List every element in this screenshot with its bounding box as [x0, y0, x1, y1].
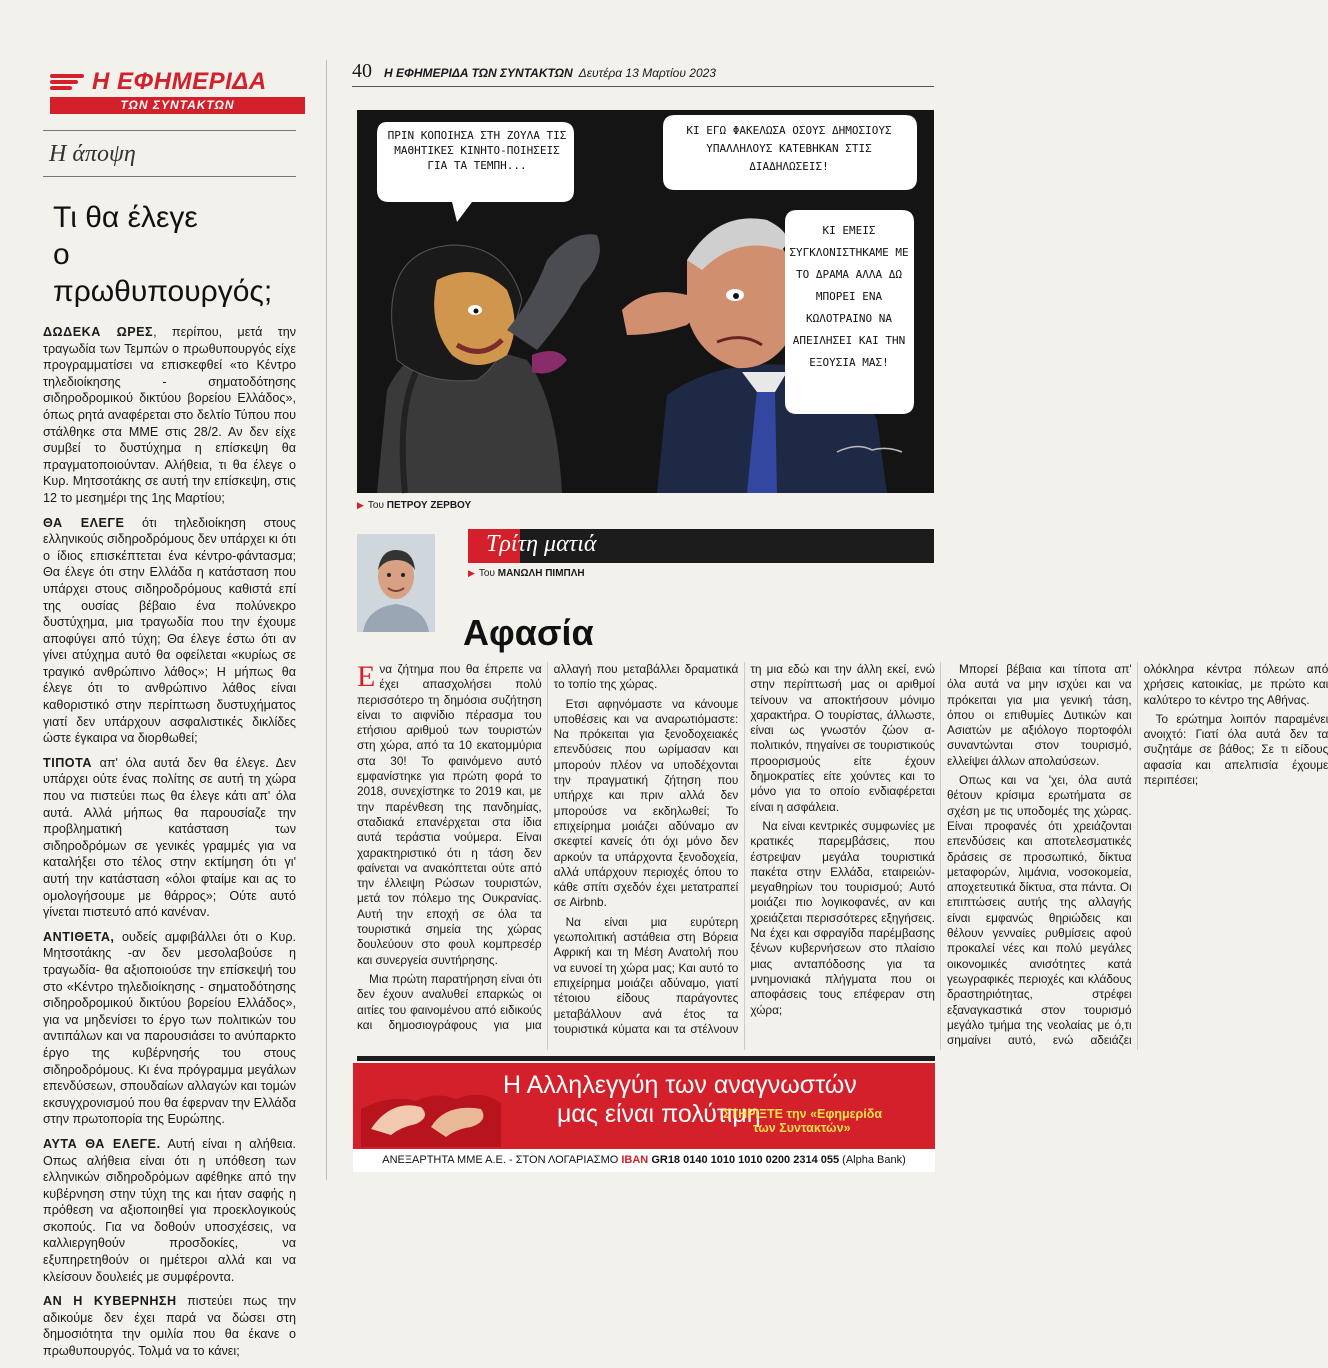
paragraph-text: Αυτή είναι η αλήθεια. Οπως αλήθεια είναι ότι η υπόθεση των ελληνικών σιδηροδρόμων αφέθηκε από την κυβέρνηση στην τύχη της και ήταν σαφής η πρόθεση να αξιοποιηθεί για προεκλογικούς σκοπούς. Για να δοθούν υποσχέσεις, να καλλιεργηθούν προσδοκίες, να εξυπηρετηθούν οι ημέτεροι αλλά και να κλείσουν δουλειές με συμφέροντα.	[43, 1136, 297, 1284]
ad-title-line-1: Η Αλληλεγγύη των αναγνωστών	[503, 1071, 857, 1099]
editorial-headline-line-2: ο πρωθυπουργός;	[53, 238, 273, 308]
ad-support-text	[723, 1107, 882, 1135]
column-banner	[468, 529, 934, 563]
cartoon-bubble-3: ΚΙ ΕΜΕΙΣ ΣΥΓΚΛΟΝΙΣΤΗΚΑΜΕ ΜΕ ΤΟ ΔΡΑΜΑ ΑΛΛΑ ΔΩ ΜΠΟΡΕΙ ΕΝΑ ΚΩΛΟΤΡΑΙΝΟ ΝΑ ΑΠΕΙΛΗΣΕΙ ΚΑΙ ΤΗΝ ΕΞΟΥΣΙΑ ΜΑΣ!	[789, 224, 909, 369]
article-paragraph: Ετσι αφηνόμαστε να κάνουμε υποθέσεις και να αναρωτιόμαστε: Να πρόκειται για ξενοδοχειακές επενδύσεις που ωρίμασαν και μπορούν πλέον να υποδέχονται την πραγματική ζήτηση που υπήρχε και πριν αλλά δεν μπορούσε να εκδηλωθεί; Το επιχείρημα μοιάζει αδύναμο αν σκεφτεί κανείς ότι όχι μόνο δεν αρκούν τα υπάρχοντα ξενοδοχεία, αλλά υπάρχουν περιοχές όπου το κάθε σπίτι σχεδόν έχει μετατραπεί σε Airbnb.	[553, 696, 739, 910]
column-section-title: Τρίτη ματιά	[486, 531, 597, 557]
paragraph-lead: ΔΩΔΕΚΑ ΩΡΕΣ	[43, 325, 154, 339]
editorial-section-label: Η άποψη	[43, 130, 296, 177]
column-author-name: ΜΑΝΩΛΗ ΠΙΜΠΛΗ	[497, 568, 585, 579]
editorial-body	[43, 324, 296, 1360]
paragraph-text: απ' όλα αυτά δεν θα έλεγε. Δεν υπάρχει ούτε ένας πολίτης σε αυτή τη χώρα που να πιστεύει πως θα έλεγε κάτι απ' όλα αυτά. Αλλά μήπως θα παρουσίαζε την προβληματική κατάσταση των σιδηροδρόμων σε γενικές γραμμές για να καταλήξει στο τέλος στην εκτίμηση ότι γι' αυτή την κατάσταση «όλοι φταίμε και ας το ομολογήσουμε με θάρρος»; Ούτε αυτό γίνεται πιστευτό από κανέναν.	[43, 755, 296, 920]
article-paragraph: Να είναι κεντρικές συμφωνίες με κρατικές παρεμβάσεις, που έστρεψαν μεγάλα τουριστικά πακέτα στην Ελλάδα, εταιρειών-μεγαθηρίων του τουρισμού; Αυτό μοιάζει πιο λογικοφανές, αν και χρειάζεται περισσότερες εξηγήσεις. Να έχει και σφραγίδα παρέμβασης ξένων κυβερνήσεων στο πλαίσιο μιας ανταπόδοσης για τα μνημονιακά πλήγματα που οι αποφάσεις τους επέφεραν στη χώρα;	[750, 818, 935, 1017]
editorial-paragraph	[43, 324, 296, 507]
editorial-column	[43, 130, 296, 1368]
triangle-bullet-icon: ▶	[468, 568, 475, 578]
editorial-paragraph	[43, 1136, 296, 1285]
article-paragraph: Να είναι μια ευρύτερη γεωπολιτική αστάθεια στη Βόρεια Αφρική και τη Μέση Ανατολή που να ευνοεί τη χώρα μας; Και αυτό το επιχείρημα μοιάζει αδύναμο, γιατί τέτοιου είδους παράγοντες μεταβάλλουν ανά έτος τα τουριστικά κύματα και τα στέλνουν τη μια εδώ και την άλλη εκεί, ενώ στην περίπτωσή μας οι αριθμοί τείνουν να αποκτήσουν μόνιμο χαρακτήρα. Ο τουρίστας, άλλωστε, είναι ως γνωστόν ζώον α-πολιτικόν, πηγαίνει σε τουριστικούς προορισμούς είτε έχουν δημοκρατίες είτε χούντες και το μόνο για το οποίο ενδιαφέρεται είναι η ασφάλεια.	[553, 662, 935, 1036]
editorial-paragraph	[43, 755, 296, 921]
cartoon-bubble-1: ΠΡΙΝ ΚΟΠΟΙΗΣΑ ΣΤΗ ΖΟΥΛΑ ΤΙΣ ΜΑΘΗΤΙΚΕΣ ΚΙΝΗΤΟ-ΠΟΙΗΣΕΙΣ ΓΙΑ ΤΑ ΤΕΜΠΗ...	[387, 129, 567, 172]
masthead-subtitle: ΤΩΝ ΣΥΝΤΑΚΤΩΝ	[50, 97, 305, 114]
iban-number: GR18 0140 1010 1010 0200 2314 055	[651, 1154, 840, 1166]
paragraph-lead: ΘΑ ΕΛΕΓΕ	[43, 515, 125, 530]
editorial-paragraph	[43, 929, 296, 1128]
page-number: 40	[352, 60, 372, 82]
author-photo	[357, 534, 435, 632]
article-paragraph: Μπορεί βέβαια και τίποτα απ' όλα αυτά να μην ισχύει και να πρόκειται για μια γενική τάση, όπου οι επιθυμίες Δυτικών και Ασιατών με αξιόλογο πορτοφόλι συναντώνται στον τουρισμό, ελλείψει άλλων απολαύσεων.	[946, 662, 1132, 768]
masthead-logo	[50, 68, 305, 118]
column-divider	[326, 60, 327, 1180]
editorial-headline	[53, 199, 296, 310]
page-header	[352, 60, 934, 87]
column-author	[468, 568, 585, 579]
editorial-paragraph	[43, 515, 296, 747]
political-cartoon	[357, 110, 934, 493]
paragraph-lead: ΤΙΠΟΤΑ	[43, 755, 92, 770]
cartoon-author: ΠΕΤΡΟΥ ΖΕΡΒΟΥ	[386, 500, 472, 511]
paragraph-text: ότι τηλεδιοίκηση στους ελληνικούς σιδηροδρόμους δεν υπάρχει κι ότι ο ίδιος επισκέπτεται ένα κέντρο-φάντασμα; Θα έλεγε ότι στην Ελλάδα η κατάσταση που υπάρχει στους σιδηροδρόμους καθιστά επί της ουσίας βέβαιο ένα πολύνεκρο δυστύχημα, μια τραγωδία που την έχουμε αποφύγει από τύχη; Θα έλεγε έστω ότι αν γίνει ατύχημα αυτό θα οφείλεται «κυρίως σε τραγικό ανθρώπινο λάθος»; Η μήπως θα έλεγε ότι το ανθρώπινο λάθος είναι καθοριστικό στην περίπτωση δυστυχήματος γιατί δεν υπάρχουν ασφαλιστικές δικλίδες ώστε έγκαιρα να διορθωθεί;	[43, 515, 296, 746]
article-paragraph	[357, 662, 542, 968]
cartoon-credit	[357, 500, 471, 511]
page-header-paper: Η ΕΦΗΜΕΡΙΔΑ ΤΩΝ ΣΥΝΤΑΚΤΩΝ	[384, 66, 573, 80]
ad-title-line-2: μας είναι πολύτιμη	[557, 1100, 761, 1128]
ad-support-line-1: ΣΤΗΡΙΞΤΕ την «Εφημερίδα	[723, 1107, 883, 1121]
paragraph-lead: ΑΝ Η ΚΥΒΕΡΝΗΣΗ	[43, 1294, 177, 1309]
article-paragraph: Οπως και να 'χει, όλα αυτά θέτουν κρίσιμα ερωτήματα σε σχέση με τις υποδομές της χώρας. Είναι προφανές ότι χρειάζονται επενδύσεις και αποτελεσματικές δράσεις σε προσωπικό, δίκτυα μεταφορών, λιμάνια, νοσοκομεία, αποχετευτικά δίκτυα, στα πάντα. Οι επιπτώσεις αυτής της αλλαγής είναι εμφανώς θηριώδεις και θέλουν γενναίες ρυθμίσεις αφού προκαλεί νέες και πολύ μεγάλες οικονομικές ανισότητες κατά γεωγραφικές περιοχές και κλάδους δραστηριότητας, στρέφει εξαναγκαστικά στον τουρισμό μεγάλο τμήμα της νεολαίας με ό,τι σημαίνει αυτό, ενώ αδειάζει ολόκληρα κέντρα πόλεων από χρήσεις κατοικίας, με πρώτο και καλύτερο το κέντρο της Αθήνας.	[946, 662, 1328, 1048]
paragraph-text: πιστεύει πως την αδικούμε δεν έχει παρά να δώσει στη δημοσιότητα την ομιλία που θα έκανε ο πρωθυπουργός. Τολμά να το κάνει;	[43, 1294, 296, 1359]
ad-bank-prefix: ΑΝΕΞΑΡΤΗΤΑ ΜΜΕ Α.Ε. - ΣΤΟΝ ΛΟΓΑΡΙΑΣΜΟ	[382, 1154, 619, 1166]
paragraph-text: ουδείς αμφιβάλλει ότι ο Κυρ. Μητσοτάκης -αν δεν μεσολαβούσε η τραγωδία- θα αξιοποιούσε την επίσκεψή του στο «Κέντρο τηλεδιοίκησης - σηματοδότησης σιδηροδρομικού δικτύου βορείου Ελλάδος», για να μηδενίσει το έργο των πολιτικών του αντιπάλων και να παρουσιάσει το ανύπαρκτο έργο της κυβέρνησής του στους σιδηροδρόμους. Κι ένα πρόγραμμα μεγάλων επενδύσεων, σπουδαίων αλλαγών και τομών εκσυγχρονισμού που θα έφερναν την Ελλάδα στην πρωτοπορία της Ευρώπης.	[43, 929, 296, 1127]
paragraph-lead: ΑΥΤΑ ΘΑ ΕΛΕΓΕ.	[43, 1136, 161, 1151]
ad-rule	[357, 1056, 935, 1061]
paragraph-text: , περίπου, μετά την τραγωδία των Τεμπών ο πρωθυπουργός είχε προγραμματίσει να επισκεφθεί «το Κέντρο τηλεδιοίκησης - σηματοδότησης σιδηροδρομικού δικτύου βορείου Ελλάδος», όπως ρητά αναφέρεται στο δελτίο Τύπου που στάλθηκε στα ΜΜΕ στις 28/2. Αν δεν είχε συμβεί το δυστύχημα η επίσκεψη θα πραγματοποιούνταν. Αλήθεια, τι θα έλεγε ο Κυρ. Μητσοτάκης σε αυτή την επίσκεψη, στις 12 το μεσημέρι της 1ης Μαρτίου;	[43, 325, 296, 505]
page-header-date: Δευτέρα 13 Μαρτίου 2023	[578, 66, 716, 80]
editorial-headline-line-1: Τι θα έλεγε	[53, 201, 198, 234]
flag-logo-icon	[50, 72, 88, 92]
iban-label: IBAN	[621, 1154, 649, 1166]
article-paragraph: Μια πρώτη παρατήρηση είναι ότι δεν έχουν αναλυθεί επαρκώς οι αιτίες του φαινομένου από ειδικούς και δημοσιογράφους για μια αλλαγή που μεταβάλλει δραματικά το τοπίο της χώρας.	[357, 662, 739, 1032]
masthead-title: Η ΕΦΗΜΕΡΙΔΑ	[92, 68, 267, 95]
bank-name: (Alpha Bank)	[842, 1154, 906, 1166]
article-paragraph: Το ερώτημα λοιπόν παραμένει ανοιχτό: Γιατί όλα αυτά δεν τα συζητάμε σε βάθος; Σε τι είδους αφασία και απελπισία έχουμε περιπέσει;	[1143, 711, 1328, 788]
ad-support-line-2: των Συντακτών»	[753, 1121, 851, 1135]
triangle-bullet-icon: ▶	[357, 500, 364, 510]
author-prefix: Του	[478, 568, 495, 579]
editorial-paragraph	[43, 1293, 296, 1359]
paragraph-lead: ΑΝΤΙΘΕΤΑ,	[43, 929, 115, 944]
article-headline: Αφασία	[463, 612, 594, 653]
cartoon-bubble-2: ΚΙ ΕΓΩ ΦΑΚΕΛΩΣΑ ΟΣΟΥΣ ΔΗΜΟΣΙΟΥΣ ΥΠΑΛΛΗΛΟΥΣ ΚΑΤΕΒΗΚΑΝ ΣΤΙΣ ΔΙΑΔΗΛΩΣΕΙΣ!	[686, 124, 892, 173]
drop-cap: Ε	[357, 660, 376, 693]
hands-icon	[361, 1069, 501, 1147]
ad-bank-info	[353, 1149, 935, 1172]
solidarity-ad[interactable]	[353, 1063, 935, 1172]
paragraph-text: να ζήτημα που θα έπρεπε να έχει απασχολήσει πολύ περισσότερο τη δημόσια συζήτηση είναι το αιφνίδιο πέρασμα του ετήσιου αριθμού των τουριστών στη χώρα, από τα 10 εκατομμύρια στα 30! Το φαινόμενο αυτό εμφανίστηκε για πρώτη φορά το 2018, συνεχίστηκε το 2019 και, με την παρένθεση της πανδημίας, σταδιακά επανέρχεται στα ίδια αυτά τεράστια νούμερα. Είναι χαρακτηριστικό ότι η τάση δεν φαίνεται να ανακόπτεται ούτε από την έλλειψη Ρώσων τουριστών, μετά τον πόλεμο της Ουκρανίας. Αυτή την εποχή σε όλα τα τουριστικά σημεία της χώρας δουλεύουν στο φουλ κομπρεσέρ και συνεργεία συντήρησης.	[357, 662, 542, 967]
credit-prefix: Του	[367, 500, 384, 511]
article-body	[357, 660, 1328, 1050]
